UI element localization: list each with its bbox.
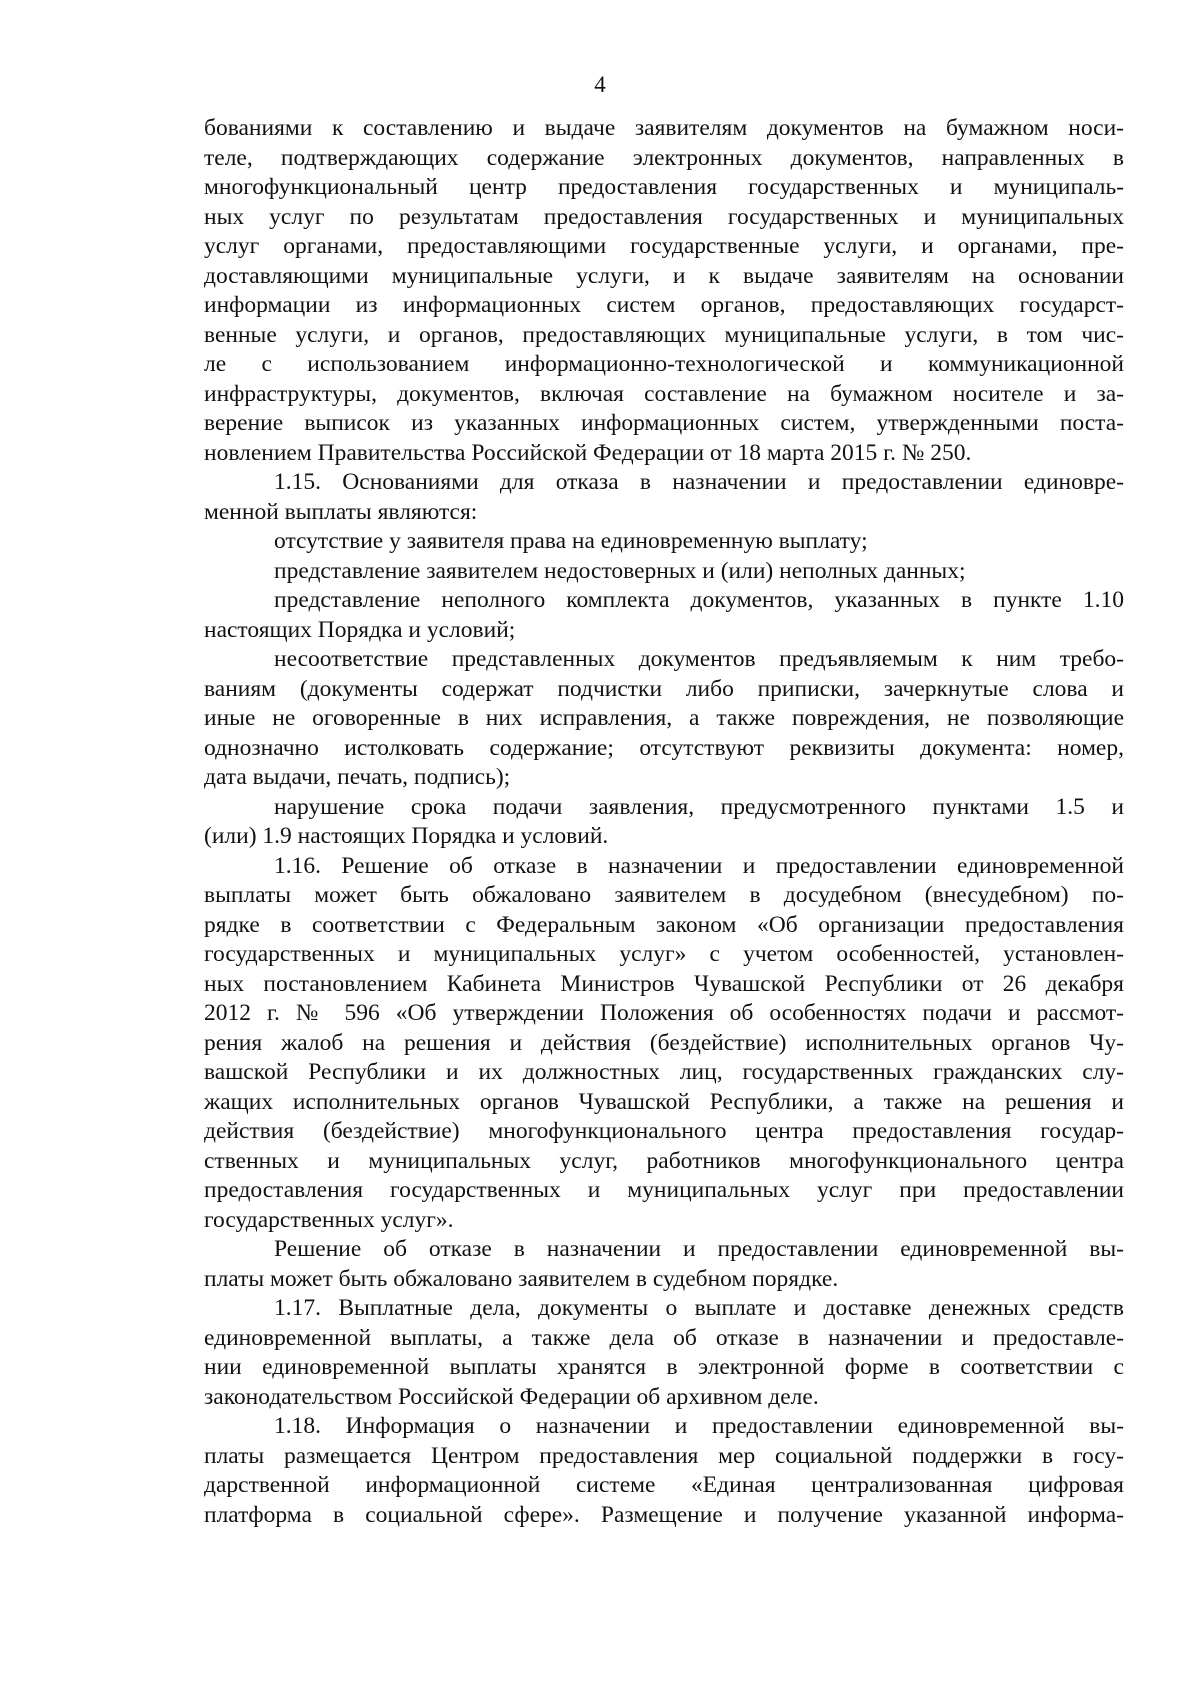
text-line: 1.18. Информация о назначении и предоставлении единовременной вы-	[274, 1413, 1124, 1439]
text-line: ных постановлением Кабинета Министров Чувашской Республики от 26 декабря	[204, 970, 1124, 997]
text-line: рядке в соответствии с Федеральным законом «Об организации предоставления	[204, 911, 1124, 938]
text-line: отсутствие у заявителя права на единовременную выплату;	[274, 528, 868, 554]
text-line: жащих исполнительных органов Чувашской Республики, а также на решения и	[204, 1088, 1124, 1115]
text-line: (или) 1.9 настоящих Порядка и условий.	[204, 823, 609, 849]
text-line: представление неполного комплекта документов, указанных в пункте 1.10	[274, 587, 1124, 613]
text-line: несоответствие представленных документов предъявляемым к ним требо-	[274, 646, 1124, 672]
text-line: венные услуги, и органов, предоставляющих муниципальные услуги, в том чис-	[204, 321, 1124, 348]
text-line: верение выписок из указанных информационных систем, утвержденными поста-	[204, 410, 1124, 436]
text-line: платформа в социальной сфере». Размещение и получение указанной информа-	[204, 1501, 1124, 1528]
text-line: менной выплаты являются:	[204, 498, 478, 525]
text-line: ле с использованием информационно-технологической и коммуникационной	[204, 351, 1124, 377]
text-line: 1.15. Основаниями для отказа в назначении и предоставлении единовре-	[274, 469, 1124, 495]
text-line: 2012 г. № 596 «Об утверждении Положения об особенностях подачи и рассмот-	[204, 1000, 1124, 1026]
text-line: новлением Правительства Российской Федерации от 18 марта 2015 г. № 250.	[204, 439, 972, 466]
page-number: 4	[594, 72, 606, 97]
text-line: 1.16. Решение об отказе в назначении и предоставлении единовременной	[274, 852, 1124, 879]
text-line: ственных и муниципальных услуг, работников многофункционального центра	[204, 1147, 1124, 1174]
text-line: платы размещается Центром предоставления мер социальной поддержки в госу-	[204, 1442, 1124, 1469]
body-text	[204, 114, 1124, 1530]
text-line: услуг органами, предоставляющими государственные услуги, и органами, пре-	[204, 233, 1124, 259]
text-line: нии единовременной выплаты хранятся в электронной форме в соответствии с	[204, 1354, 1124, 1380]
text-line: иные не оговоренные в них исправления, а также повреждения, не позволяющие	[204, 705, 1124, 731]
text-line: однозначно истолковать содержание; отсутствуют реквизиты документа: номер,	[204, 734, 1124, 761]
text-line: государственных услуг».	[204, 1206, 454, 1233]
text-line: единовременной выплаты, а также дела об отказе в назначении и предоставле-	[204, 1324, 1124, 1351]
text-line: дата выдачи, печать, подпись);	[204, 764, 511, 790]
text-line: предоставления государственных и муниципальных услуг при предоставлении	[204, 1177, 1124, 1203]
text-line: ных услуг по результатам предоставления государственных и муниципальных	[204, 203, 1124, 230]
text-line: настоящих Порядка и условий;	[204, 616, 516, 643]
text-line: теле, подтверждающих содержание электронных документов, направленных в	[204, 144, 1124, 171]
text-line: 1.17. Выплатные дела, документы о выплате и доставке денежных средств	[274, 1295, 1124, 1321]
text-line: государственных и муниципальных услуг» с учетом особенностей, установлен-	[204, 941, 1124, 967]
text-line: действия (бездействие) многофункционального центра предоставления государ-	[204, 1118, 1124, 1144]
text-line: выплаты может быть обжаловано заявителем в досудебном (внесудебном) по-	[204, 882, 1124, 908]
text-line: информации из информационных систем органов, предоставляющих государст-	[204, 292, 1124, 318]
text-line: законодательством Российской Федерации об архивном деле.	[204, 1383, 819, 1410]
text-line: платы может быть обжаловано заявителем в судебном порядке.	[204, 1265, 839, 1292]
text-line: Решение об отказе в назначении и предоставлении единовременной вы-	[274, 1236, 1124, 1262]
text-line: инфраструктуры, документов, включая составление на бумажном носителе и за-	[204, 380, 1124, 407]
text-line: многофункциональный центр предоставления государственных и муниципаль-	[204, 174, 1124, 200]
text-line: представление заявителем недостоверных и (или) неполных данных;	[274, 557, 966, 584]
text-line: доставляющими муниципальные услуги, и к выдаче заявителям на основании	[204, 262, 1124, 289]
text-line: дарственной информационной системе «Единая централизованная цифровая	[204, 1472, 1124, 1498]
text-line: ваниям (документы содержат подчистки либо приписки, зачеркнутые слова и	[204, 675, 1124, 702]
text-line: рения жалоб на решения и действия (бездействие) исполнительных органов Чу-	[204, 1029, 1124, 1056]
text-line: нарушение срока подачи заявления, предусмотренного пунктами 1.5 и	[274, 793, 1124, 820]
text-line: бованиями к составлению и выдаче заявителям документов на бумажном носи-	[204, 115, 1124, 141]
text-line: вашской Республики и их должностных лиц, государственных гражданских слу-	[204, 1059, 1124, 1085]
